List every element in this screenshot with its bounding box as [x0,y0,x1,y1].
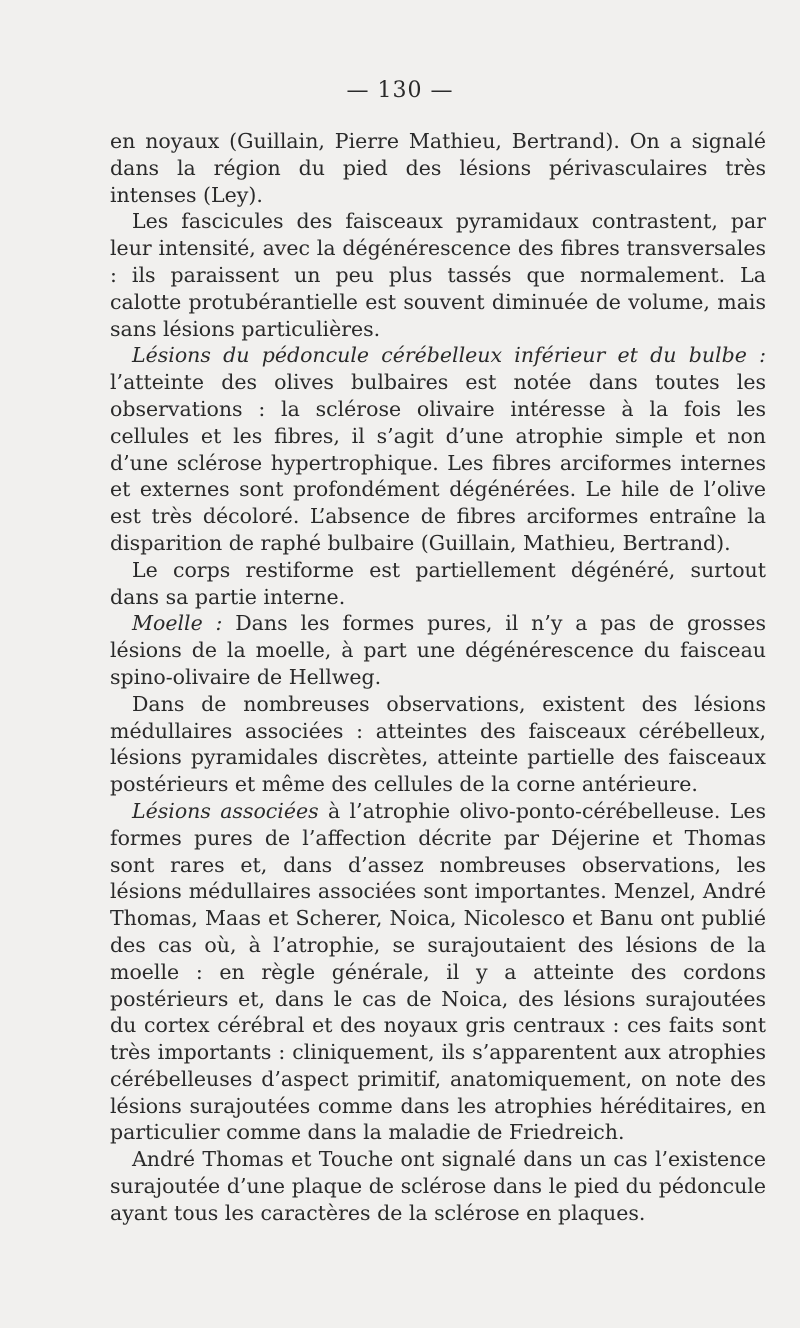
section-heading-bulbe: Lésions du pédoncule cérébelleux inférieur et du bulbe : [132,343,766,368]
paragraph-5 [110,610,766,690]
paragraph-5-text: Dans les formes pures, il n’y a pas de grosses lésions de la moelle, à part une dégénérescence du faisceau spino-olivaire de Hellweg. [110,611,766,689]
paragraph-7-text: à l’atrophie olivo-ponto-cérébelleuse. Les formes pures de l’affection décrite par Déjerine et Thomas sont rares et, dans d’assez nombreuses observations, les lésions médullaires associées sont importantes. Menzel, André Thomas, Maas et Scherer, Noica, Nicolesco et Banu ont publié des cas où, à l’atrophie, se surajoutaient des lésions de la moelle : en règle générale, il y a atteinte des cordons postérieurs et, dans le cas de Noica, des lésions surajoutées du cortex cérébral et des noyaux gris centraux : ces faits sont très importants : cliniquement, ils s’apparentent aux atrophies cérébelleuses d’aspect primitif, anatomiquement, on note des lésions surajoutées comme dans les atrophies héréditaires, en particulier comme dans la maladie de Friedreich. [110,798,766,1145]
paragraph-4: Le corps restiforme est partiellement dégénéré, surtout dans sa partie interne. [110,557,766,609]
paragraph-3-text: l’atteinte des olives bulbaires est notée dans toutes les observations : la sclérose olivaire intéresse à la fois les cellules et les fibres, il s’agit d’une atrophie simple et non d’une sclérose hypertrophique. Les fibres arciformes internes et externes sont profondément dégénérées. Le hile de l’olive est très décoloré. L’absence de fibres arciformes entraîne la disparition de raphé bulbaire (Guillain, Mathieu, Bertrand). [110,370,766,555]
page-number: — 130 — [346,78,454,103]
paragraph-7 [110,798,766,1146]
paragraph-8: André Thomas et Touche ont signalé dans un cas l’existence surajoutée d’une plaque de sclérose dans le pied du pédoncule ayant tous les caractères de la sclérose en plaques. [110,1147,766,1225]
paragraph-2: Les fascicules des faisceaux pyramidaux contrastent, par leur intensité, avec la dégénérescence des fibres transversales : ils paraissent un peu plus tassés que normalement. La calotte protubérantielle est souvent diminuée de volume, mais sans lésions particulières. [110,209,766,341]
body-text [110,128,766,1227]
paragraph-6: Dans de nombreuses observations, existent des lésions médullaires associées : atteintes des faisceaux cérébelleux, lésions pyramidales discrètes, atteinte partielle des faisceaux postérieurs et même des cellules de la corne antérieure. [110,691,766,797]
section-heading-lesions-associees: Lésions associées [132,798,319,823]
paragraph-1: en noyaux (Guillain, Pierre Mathieu, Bertrand). On a signalé dans la région du pied des lésions périvasculaires très intenses (Ley). [110,129,766,207]
paragraph-3 [110,342,766,556]
section-heading-moelle: Moelle : [132,611,223,636]
